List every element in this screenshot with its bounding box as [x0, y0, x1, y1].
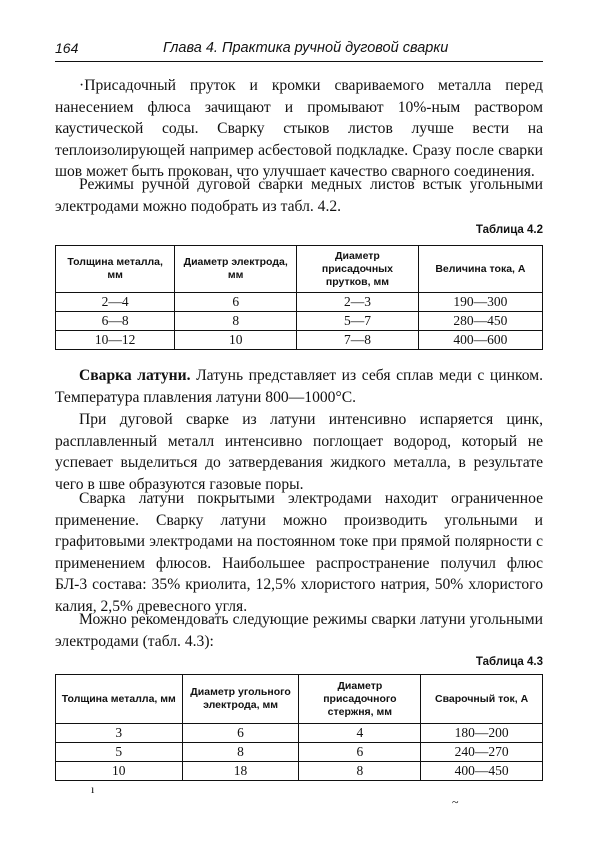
- table-4-3-caption: Таблица 4.3: [475, 656, 543, 668]
- paragraph-text: Латунь представляет из себя сплав меди с цинком. Температура плавления латуни 800—1000°С.: [55, 367, 543, 406]
- paragraph-brass-modes: Можно рекомендовать следующие режимы сварки латуни угольными электродами (табл. 4.3):: [55, 611, 543, 650]
- table-cell: 180—200: [421, 724, 543, 743]
- paragraph-flux-preparation: ·Присадочный пруток и кромки свариваемого металла перед нанесением флюса зачищают и промывают 10%-ным раствором каустической соды. Сварку стыков листов лучше вести на теплоизолирующей например асбестовой подкладке. Сразу после сварки шов может быть прокован, что улучшает качество сварного соединения.: [55, 77, 543, 180]
- header-rule: [55, 61, 543, 62]
- table-cell: 8: [175, 312, 297, 331]
- column-header: Толщина металла, мм: [56, 246, 175, 293]
- table-header-row: [56, 246, 543, 293]
- table-cell: 2—3: [297, 293, 419, 312]
- paragraph-copper-modes: Режимы ручной дуговой сварки медных листов встык угольными электродами можно подобрать из табл. 4.2.: [55, 176, 543, 215]
- scan-mark: ı: [91, 782, 95, 796]
- column-header: Диаметр присадочного стержня, мм: [299, 675, 421, 724]
- table-cell: 10: [56, 762, 183, 781]
- table-row: [56, 312, 543, 331]
- table-cell: 400—450: [421, 762, 543, 781]
- paragraph-zinc-evaporation: При дуговой сварке из латуни интенсивно испаряется цинк, расплавленный металл интенсивно поглощает водород, который не успевает выделиться до затвердевания жидкого металла, в результате чего в шве образуются газовые поры.: [55, 411, 543, 493]
- table-cell: 7—8: [297, 331, 419, 350]
- table-cell: 190—300: [418, 293, 542, 312]
- table-cell: 5: [56, 743, 183, 762]
- table-cell: 10—12: [56, 331, 175, 350]
- table-cell: 400—600: [418, 331, 542, 350]
- table-4-2: [55, 245, 543, 350]
- table-cell: 240—270: [421, 743, 543, 762]
- table-header-row: [56, 675, 543, 724]
- column-header: Диаметр электрода, мм: [175, 246, 297, 293]
- column-header: Толщина металла, мм: [56, 675, 183, 724]
- table-cell: 6: [175, 293, 297, 312]
- table-cell: 2—4: [56, 293, 175, 312]
- table-cell: 6—8: [56, 312, 175, 331]
- table-row: [56, 293, 543, 312]
- table-4-3: [55, 674, 543, 781]
- table-cell: 5—7: [297, 312, 419, 331]
- column-header: Величина тока, А: [418, 246, 542, 293]
- table-row: [56, 743, 543, 762]
- table-cell: 8: [299, 762, 421, 781]
- table-row: [56, 331, 543, 350]
- table-cell: 6: [182, 724, 299, 743]
- table-4-2-caption: Таблица 4.2: [475, 224, 543, 236]
- chapter-title: Глава 4. Практика ручной дуговой сварки: [163, 40, 449, 56]
- table-cell: 280—450: [418, 312, 542, 331]
- table-cell: 18: [182, 762, 299, 781]
- table-cell: 3: [56, 724, 183, 743]
- column-header: Диаметр присадочных прутков, мм: [297, 246, 419, 293]
- table-row: [56, 724, 543, 743]
- table-cell: 6: [299, 743, 421, 762]
- section-heading: Сварка латуни.: [79, 367, 191, 384]
- column-header: Сварочный ток, А: [421, 675, 543, 724]
- table-cell: 8: [182, 743, 299, 762]
- paragraph-electrodes-flux: Сварка латуни покрытыми электродами находит ограниченное применение. Сварку латуни можно производить угольными и графитовыми электродами на постоянном токе при прямой полярности с применением флюсов. Наибольшее распространение получил флюс БЛ-3 состава: 35% криолита, 12,5% хлористого натрия, 50% хлористого калия, 2,5% древесного угля.: [55, 490, 543, 615]
- scan-mark: ~: [452, 795, 459, 809]
- page-number: 164: [55, 40, 79, 56]
- table-cell: 4: [299, 724, 421, 743]
- table-cell: 10: [175, 331, 297, 350]
- paragraph-brass-welding: [55, 365, 543, 408]
- table-row: [56, 762, 543, 781]
- column-header: Диаметр угольного электрода, мм: [182, 675, 299, 724]
